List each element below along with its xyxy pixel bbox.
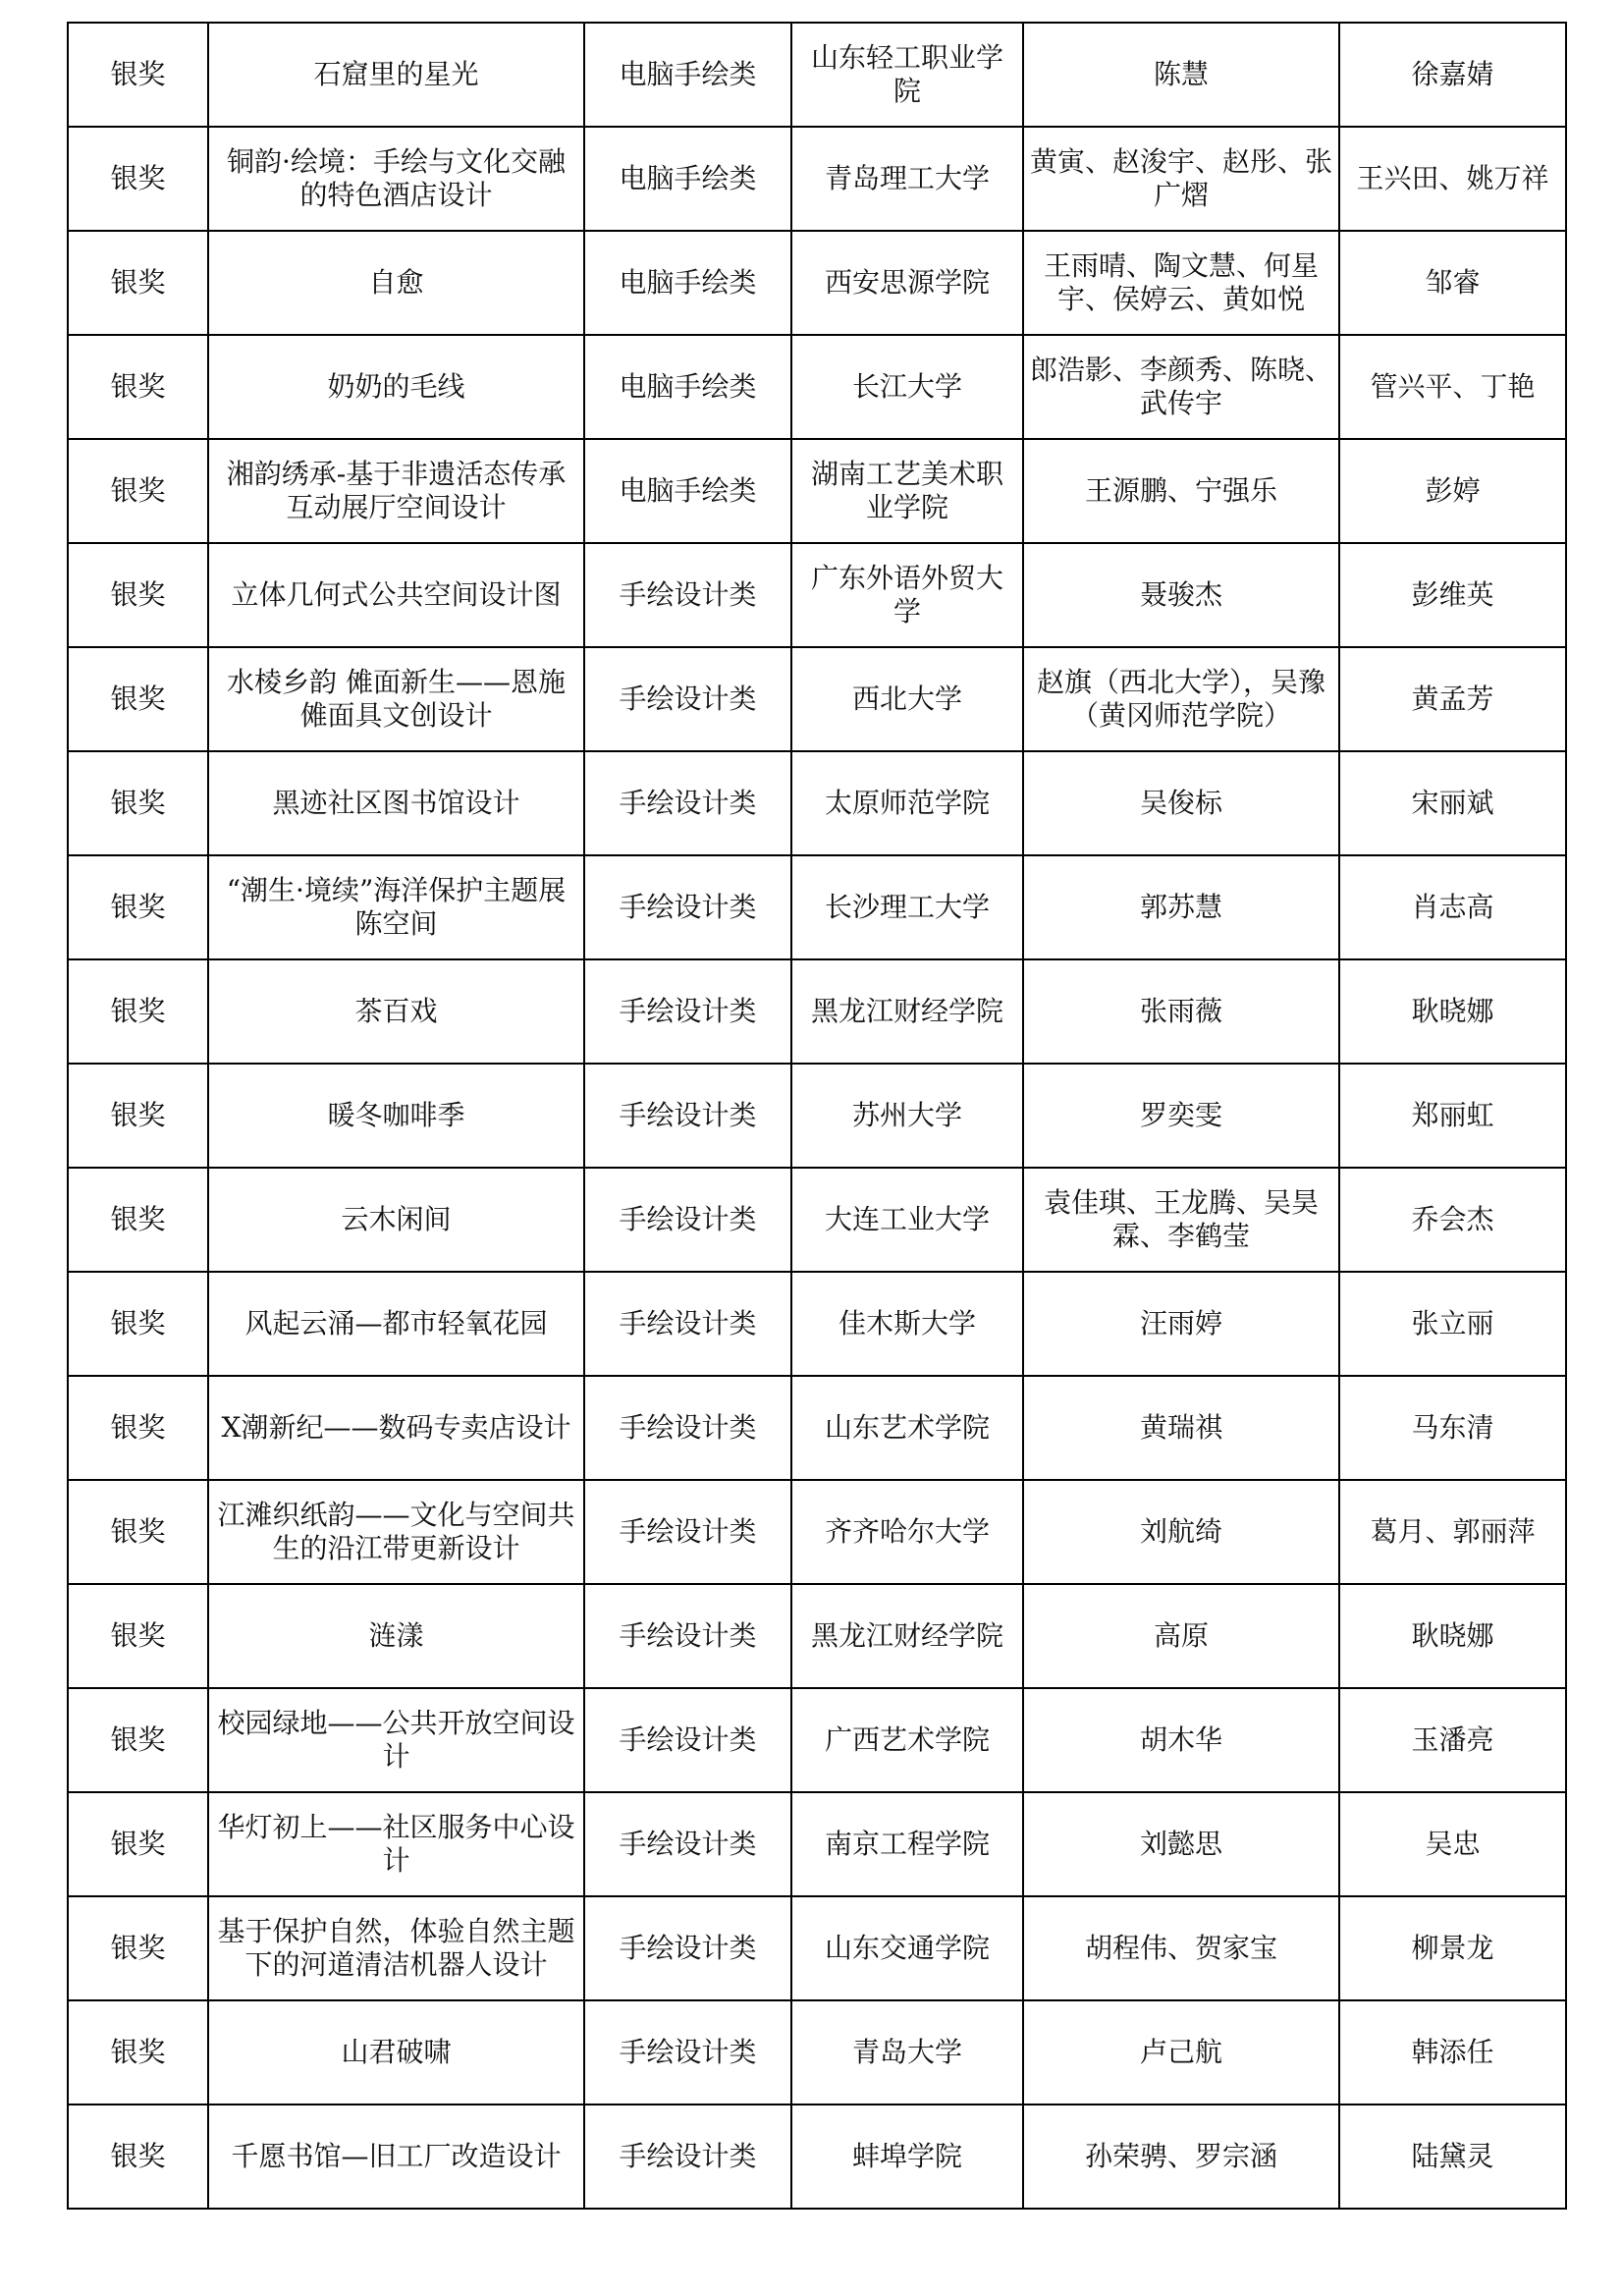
work-title-cell: 校园绿地——公共开放空间设计 <box>208 1688 584 1792</box>
advisor-cell: 乔会杰 <box>1339 1168 1566 1272</box>
table-row <box>68 1064 1566 1168</box>
award-cell: 银奖 <box>68 2000 208 2105</box>
table-row <box>68 1896 1566 2000</box>
category-cell: 手绘设计类 <box>584 1376 791 1480</box>
work-title-cell: 自愈 <box>208 231 584 335</box>
table-row <box>68 647 1566 751</box>
school-cell: 西北大学 <box>791 647 1023 751</box>
award-cell: 银奖 <box>68 1168 208 1272</box>
category-cell: 手绘设计类 <box>584 543 791 647</box>
work-title-cell: 湘韵绣承-基于非遗活态传承互动展厅空间设计 <box>208 439 584 543</box>
advisor-cell: 徐嘉婧 <box>1339 23 1566 127</box>
table-row <box>68 2000 1566 2105</box>
advisor-cell: 彭婷 <box>1339 439 1566 543</box>
authors-cell: 刘航绮 <box>1023 1480 1339 1584</box>
authors-cell: 汪雨婷 <box>1023 1272 1339 1376</box>
award-cell: 银奖 <box>68 231 208 335</box>
table-row <box>68 2105 1566 2209</box>
authors-cell: 胡程伟、贺家宝 <box>1023 1896 1339 2000</box>
award-cell: 银奖 <box>68 1584 208 1688</box>
awards-table <box>67 22 1567 2210</box>
advisor-cell: 玉潘亮 <box>1339 1688 1566 1792</box>
table-row <box>68 1584 1566 1688</box>
work-title-cell: 风起云涌—都市轻氧花园 <box>208 1272 584 1376</box>
school-cell: 西安思源学院 <box>791 231 1023 335</box>
advisor-cell: 王兴田、姚万祥 <box>1339 127 1566 231</box>
table-row <box>68 127 1566 231</box>
table-row <box>68 1272 1566 1376</box>
school-cell: 黑龙江财经学院 <box>791 1584 1023 1688</box>
advisor-cell: 宋丽斌 <box>1339 751 1566 855</box>
school-cell: 长沙理工大学 <box>791 855 1023 959</box>
authors-cell: 袁佳琪、王龙腾、吴昊霖、李鹤莹 <box>1023 1168 1339 1272</box>
authors-cell: 孙荣骋、罗宗涵 <box>1023 2105 1339 2209</box>
school-cell: 苏州大学 <box>791 1064 1023 1168</box>
advisor-cell: 陆黛灵 <box>1339 2105 1566 2209</box>
table-row <box>68 1792 1566 1896</box>
table-row <box>68 439 1566 543</box>
advisor-cell: 张立丽 <box>1339 1272 1566 1376</box>
category-cell: 手绘设计类 <box>584 751 791 855</box>
award-cell: 银奖 <box>68 647 208 751</box>
school-cell: 山东艺术学院 <box>791 1376 1023 1480</box>
table-row <box>68 1480 1566 1584</box>
school-cell: 蚌埠学院 <box>791 2105 1023 2209</box>
school-cell: 黑龙江财经学院 <box>791 959 1023 1064</box>
award-cell: 银奖 <box>68 2105 208 2209</box>
category-cell: 手绘设计类 <box>584 2000 791 2105</box>
work-title-cell: 水棱乡韵 傩面新生——恩施傩面具文创设计 <box>208 647 584 751</box>
school-cell: 齐齐哈尔大学 <box>791 1480 1023 1584</box>
school-cell: 大连工业大学 <box>791 1168 1023 1272</box>
authors-cell: 王源鹏、宁强乐 <box>1023 439 1339 543</box>
category-cell: 手绘设计类 <box>584 1688 791 1792</box>
category-cell: 手绘设计类 <box>584 1480 791 1584</box>
school-cell: 山东轻工职业学院 <box>791 23 1023 127</box>
table-row <box>68 1168 1566 1272</box>
work-title-cell: 华灯初上——社区服务中心设计 <box>208 1792 584 1896</box>
work-title-cell: 石窟里的星光 <box>208 23 584 127</box>
award-cell: 银奖 <box>68 1688 208 1792</box>
category-cell: 电脑手绘类 <box>584 23 791 127</box>
authors-cell: 赵旗（西北大学），吴豫（黄冈师范学院） <box>1023 647 1339 751</box>
category-cell: 手绘设计类 <box>584 1064 791 1168</box>
category-cell: 手绘设计类 <box>584 855 791 959</box>
authors-cell: 王雨晴、陶文慧、何星宇、侯婷云、黄如悦 <box>1023 231 1339 335</box>
authors-cell: 聂骏杰 <box>1023 543 1339 647</box>
table-row <box>68 23 1566 127</box>
authors-cell: 高原 <box>1023 1584 1339 1688</box>
category-cell: 电脑手绘类 <box>584 335 791 439</box>
authors-cell: 黄瑞祺 <box>1023 1376 1339 1480</box>
award-cell: 银奖 <box>68 751 208 855</box>
category-cell: 手绘设计类 <box>584 1792 791 1896</box>
award-cell: 银奖 <box>68 1480 208 1584</box>
school-cell: 青岛理工大学 <box>791 127 1023 231</box>
authors-cell: 郎浩影、李颜秀、陈晓、武传宇 <box>1023 335 1339 439</box>
advisor-cell: 吴忠 <box>1339 1792 1566 1896</box>
work-title-cell: 黑迹社区图书馆设计 <box>208 751 584 855</box>
award-cell: 银奖 <box>68 1792 208 1896</box>
category-cell: 电脑手绘类 <box>584 127 791 231</box>
school-cell: 南京工程学院 <box>791 1792 1023 1896</box>
award-cell: 银奖 <box>68 1376 208 1480</box>
award-cell: 银奖 <box>68 335 208 439</box>
school-cell: 广东外语外贸大学 <box>791 543 1023 647</box>
table-row <box>68 231 1566 335</box>
advisor-cell: 邹睿 <box>1339 231 1566 335</box>
award-cell: 银奖 <box>68 543 208 647</box>
work-title-cell: 铜韵·绘境：手绘与文化交融的特色酒店设计 <box>208 127 584 231</box>
category-cell: 手绘设计类 <box>584 1584 791 1688</box>
authors-cell: 卢己航 <box>1023 2000 1339 2105</box>
advisor-cell: 葛月、郭丽萍 <box>1339 1480 1566 1584</box>
award-cell: 银奖 <box>68 855 208 959</box>
advisor-cell: 郑丽虹 <box>1339 1064 1566 1168</box>
work-title-cell: “潮生·境续”海洋保护主题展陈空间 <box>208 855 584 959</box>
awards-table-body <box>68 23 1566 2209</box>
advisor-cell: 管兴平、丁艳 <box>1339 335 1566 439</box>
authors-cell: 胡木华 <box>1023 1688 1339 1792</box>
table-row <box>68 543 1566 647</box>
school-cell: 广西艺术学院 <box>791 1688 1023 1792</box>
school-cell: 太原师范学院 <box>791 751 1023 855</box>
work-title-cell: 基于保护自然，体验自然主题下的河道清洁机器人设计 <box>208 1896 584 2000</box>
work-title-cell: 江滩织纸韵——文化与空间共生的沿江带更新设计 <box>208 1480 584 1584</box>
work-title-cell: 茶百戏 <box>208 959 584 1064</box>
authors-cell: 陈慧 <box>1023 23 1339 127</box>
award-cell: 银奖 <box>68 127 208 231</box>
category-cell: 手绘设计类 <box>584 959 791 1064</box>
work-title-cell: 奶奶的毛线 <box>208 335 584 439</box>
category-cell: 手绘设计类 <box>584 1272 791 1376</box>
advisor-cell: 肖志高 <box>1339 855 1566 959</box>
authors-cell: 黄寅、赵浚宇、赵彤、张广熠 <box>1023 127 1339 231</box>
award-cell: 银奖 <box>68 959 208 1064</box>
work-title-cell: 千愿书馆—旧工厂改造设计 <box>208 2105 584 2209</box>
advisor-cell: 柳景龙 <box>1339 1896 1566 2000</box>
work-title-cell: 山君破啸 <box>208 2000 584 2105</box>
school-cell: 青岛大学 <box>791 2000 1023 2105</box>
advisor-cell: 韩添任 <box>1339 2000 1566 2105</box>
work-title-cell: X潮新纪——数码专卖店设计 <box>208 1376 584 1480</box>
advisor-cell: 黄孟芳 <box>1339 647 1566 751</box>
award-cell: 银奖 <box>68 1272 208 1376</box>
school-cell: 山东交通学院 <box>791 1896 1023 2000</box>
award-cell: 银奖 <box>68 23 208 127</box>
work-title-cell: 立体几何式公共空间设计图 <box>208 543 584 647</box>
table-row <box>68 1688 1566 1792</box>
category-cell: 手绘设计类 <box>584 1896 791 2000</box>
work-title-cell: 涟漾 <box>208 1584 584 1688</box>
table-row <box>68 855 1566 959</box>
authors-cell: 刘懿思 <box>1023 1792 1339 1896</box>
table-row <box>68 1376 1566 1480</box>
authors-cell: 张雨薇 <box>1023 959 1339 1064</box>
authors-cell: 郭苏慧 <box>1023 855 1339 959</box>
category-cell: 电脑手绘类 <box>584 231 791 335</box>
category-cell: 手绘设计类 <box>584 1168 791 1272</box>
school-cell: 湖南工艺美术职业学院 <box>791 439 1023 543</box>
award-cell: 银奖 <box>68 1896 208 2000</box>
authors-cell: 吴俊标 <box>1023 751 1339 855</box>
table-row <box>68 751 1566 855</box>
table-row <box>68 335 1566 439</box>
table-row <box>68 959 1566 1064</box>
work-title-cell: 云木闲间 <box>208 1168 584 1272</box>
category-cell: 电脑手绘类 <box>584 439 791 543</box>
advisor-cell: 耿晓娜 <box>1339 959 1566 1064</box>
category-cell: 手绘设计类 <box>584 2105 791 2209</box>
advisor-cell: 耿晓娜 <box>1339 1584 1566 1688</box>
authors-cell: 罗奕雯 <box>1023 1064 1339 1168</box>
work-title-cell: 暖冬咖啡季 <box>208 1064 584 1168</box>
award-cell: 银奖 <box>68 1064 208 1168</box>
school-cell: 长江大学 <box>791 335 1023 439</box>
category-cell: 手绘设计类 <box>584 647 791 751</box>
advisor-cell: 彭维英 <box>1339 543 1566 647</box>
school-cell: 佳木斯大学 <box>791 1272 1023 1376</box>
advisor-cell: 马东清 <box>1339 1376 1566 1480</box>
award-cell: 银奖 <box>68 439 208 543</box>
